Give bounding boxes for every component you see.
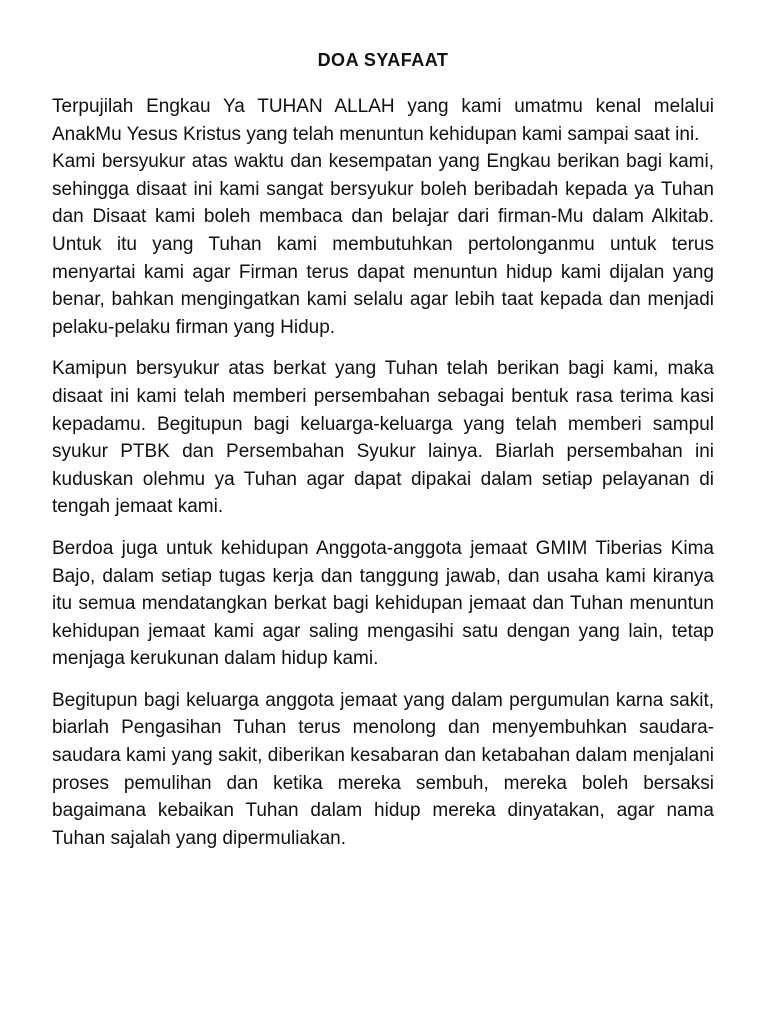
paragraph-sick: Begitupun bagi keluarga anggota jemaat yang dalam pergumulan karna sakit, biarlah Pengasihan Tuhan terus menolong dan menyembuhkan saudara-saudara kami yang sakit, diberikan kesabaran dan ketabahan dalam menjalani proses pemulihan dan ketika mereka sembuh, mereka boleh bersaksi bagaimana kebaikan Tuhan dalam hidup mereka dinyatakan, agar nama Tuhan sajalah yang dipermuliakan. (52, 689, 714, 849)
paragraph-thanksgiving: Kami bersyukur atas waktu dan kesempatan yang Engkau berikan bagi kami, sehingga disaat ini kami sangat bersyukur boleh beribadah kepada ya Tuhan dan Disaat kami boleh membaca dan belajar dari firman-Mu dalam Alkitab. Untuk itu yang Tuhan kami membutuhkan pertolonganmu untuk terus menyartai kami agar Firman terus dapat menuntun hidup kami dijalan yang benar, bahkan mengingatkan kami selalu agar lebih taat kepada dan menjadi pelaku-pelaku firman yang Hidup. (52, 151, 714, 338)
document-page (52, 46, 714, 852)
paragraph-congregation: Berdoa juga untuk kehidupan Anggota-anggota jemaat GMIM Tiberias Kima Bajo, dalam setiap tugas kerja dan tanggung jawab, dan usaha kami kiranya itu semua mendatangkan berkat bagi kehidupan jemaat dan Tuhan menuntun kehidupan jemaat kami agar saling mengasihi satu dengan yang lain, tetap menjaga kerukunan dalam hidup kami. (52, 537, 714, 670)
document-title: DOA SYAFAAT (317, 50, 449, 70)
paragraph-opening: Terpujilah Engkau Ya TUHAN ALLAH yang kami umatmu kenal melalui AnakMu Yesus Kristus yang telah menuntun kehidupan kami sampai saat ini. (52, 96, 714, 145)
paragraph-offering: Kamipun bersyukur atas berkat yang Tuhan telah berikan bagi kami, maka disaat ini kami telah memberi persembahan sebagai bentuk rasa terima kasi kepadamu. Begitupun bagi keluarga-keluarga yang telah memberi sampul syukur PTBK dan Persembahan Syukur lainya. Biarlah persembahan ini kuduskan olehmu ya Tuhan agar dapat dipakai dalam setiap pelayanan di tengah jemaat kami. (52, 358, 714, 518)
